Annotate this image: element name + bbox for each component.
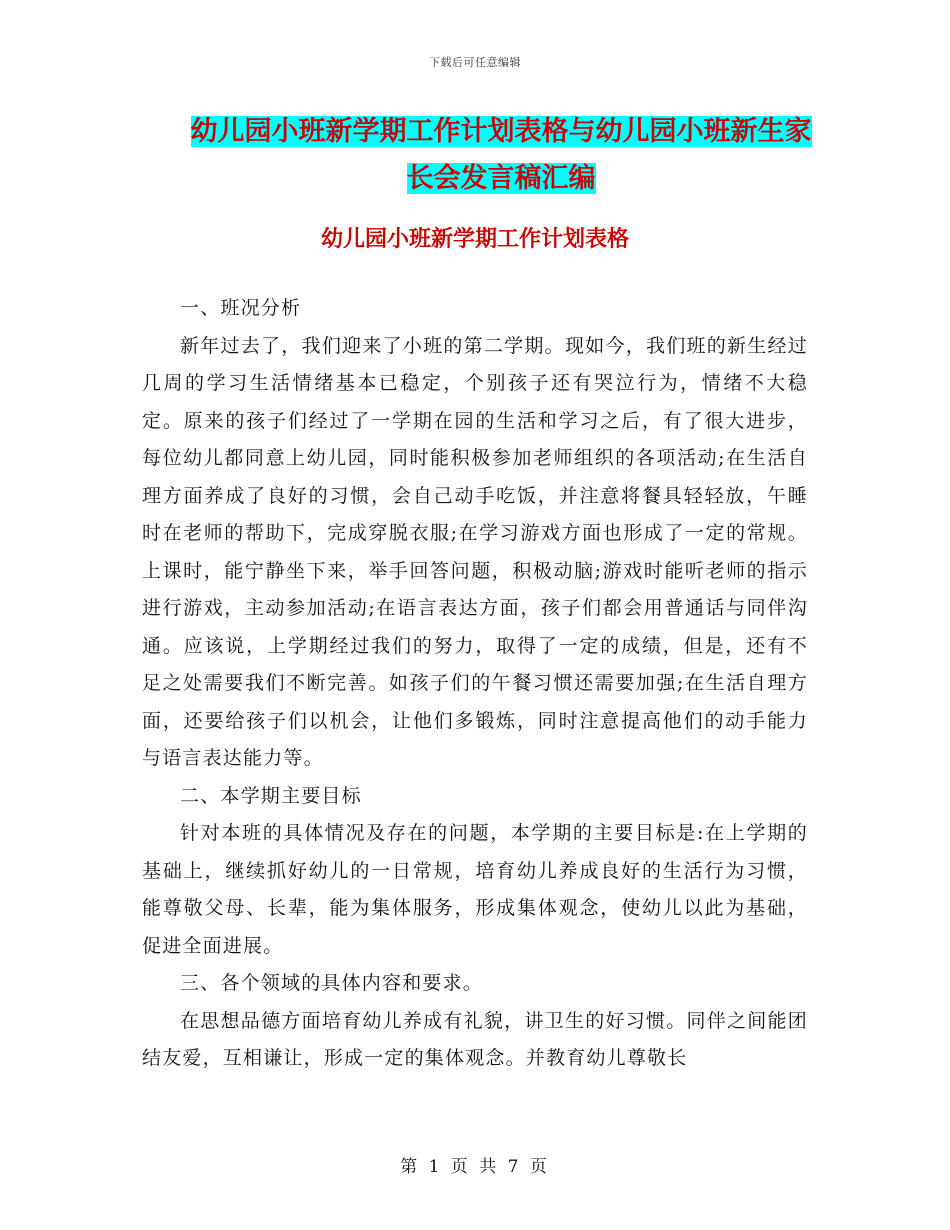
heading-class-analysis: 一、班况分析 xyxy=(180,297,302,319)
heading-semester-goals: 二、本学期主要目标 xyxy=(180,784,362,807)
page-footer: 第 1 页 共 7 页 xyxy=(400,1157,550,1177)
paragraph-class-analysis: 新年过去了，我们迎来了小班的第二学期。现如今，我们班的新生经过几周的学习生活情绪基本已稳定，个别孩子还有哭泣行为，情绪不大稳定。原来的孩子们经过了一学期在园的生活和学习之后，有了很大进步，每位幼儿都同意上幼儿园，同时能积极参加老师组织的各项活动;在生活自理方面养成了良好的习惯，会自己动手吃饭，并注意将餐具轻轻放，午睡时在老师的帮助下，完成穿脱衣服;在学习游戏方面也形成了一定的常规。上课时，能宁静坐下来，举手回答问题，积极动脑;游戏时能听老师的指示进行游戏，主动参加活动;在语言表达方面，孩子们都会用普通话与同伴沟通。应该说，上学期经过我们的努力，取得了一定的成绩，但是，还有不足之处需要我们不断完善。如孩子们的午餐习惯还需要加强;在生活自理方面，还要给孩子们以机会，让他们多锻炼，同时注意提高他们的动手能力与语言表达能力等。 xyxy=(142,334,808,769)
document-body xyxy=(142,290,808,1078)
paragraph-moral-education: 在思想品德方面培育幼儿养成有礼貌，讲卫生的好习惯。同伴之间能团结友爱，互相谦让，形成一定的集体观念。并教育幼儿尊敬长 xyxy=(142,1009,808,1069)
heading-domain-content: 三、各个领域的具体内容和要求。 xyxy=(180,972,484,994)
section-title: 幼儿园小班新学期工作计划表格 xyxy=(320,227,629,252)
header-note: 下载后可任意编辑 xyxy=(429,56,521,69)
document-title-line-2: 长会发言稿汇编 xyxy=(406,163,596,194)
document-title-line-1: 幼儿园小班新学期工作计划表格与幼儿园小班新生家 xyxy=(190,116,812,147)
document-title xyxy=(186,108,816,202)
paragraph-semester-goals: 针对本班的具体情况及存在的问题，本学期的主要目标是:在上学期的基础上，继续抓好幼儿的一日常规，培育幼儿养成良好的生活行为习惯，能尊敬父母、长辈，能为集体服务，形成集体观念，使幼儿以此为基础，促进全面进展。 xyxy=(142,822,808,957)
